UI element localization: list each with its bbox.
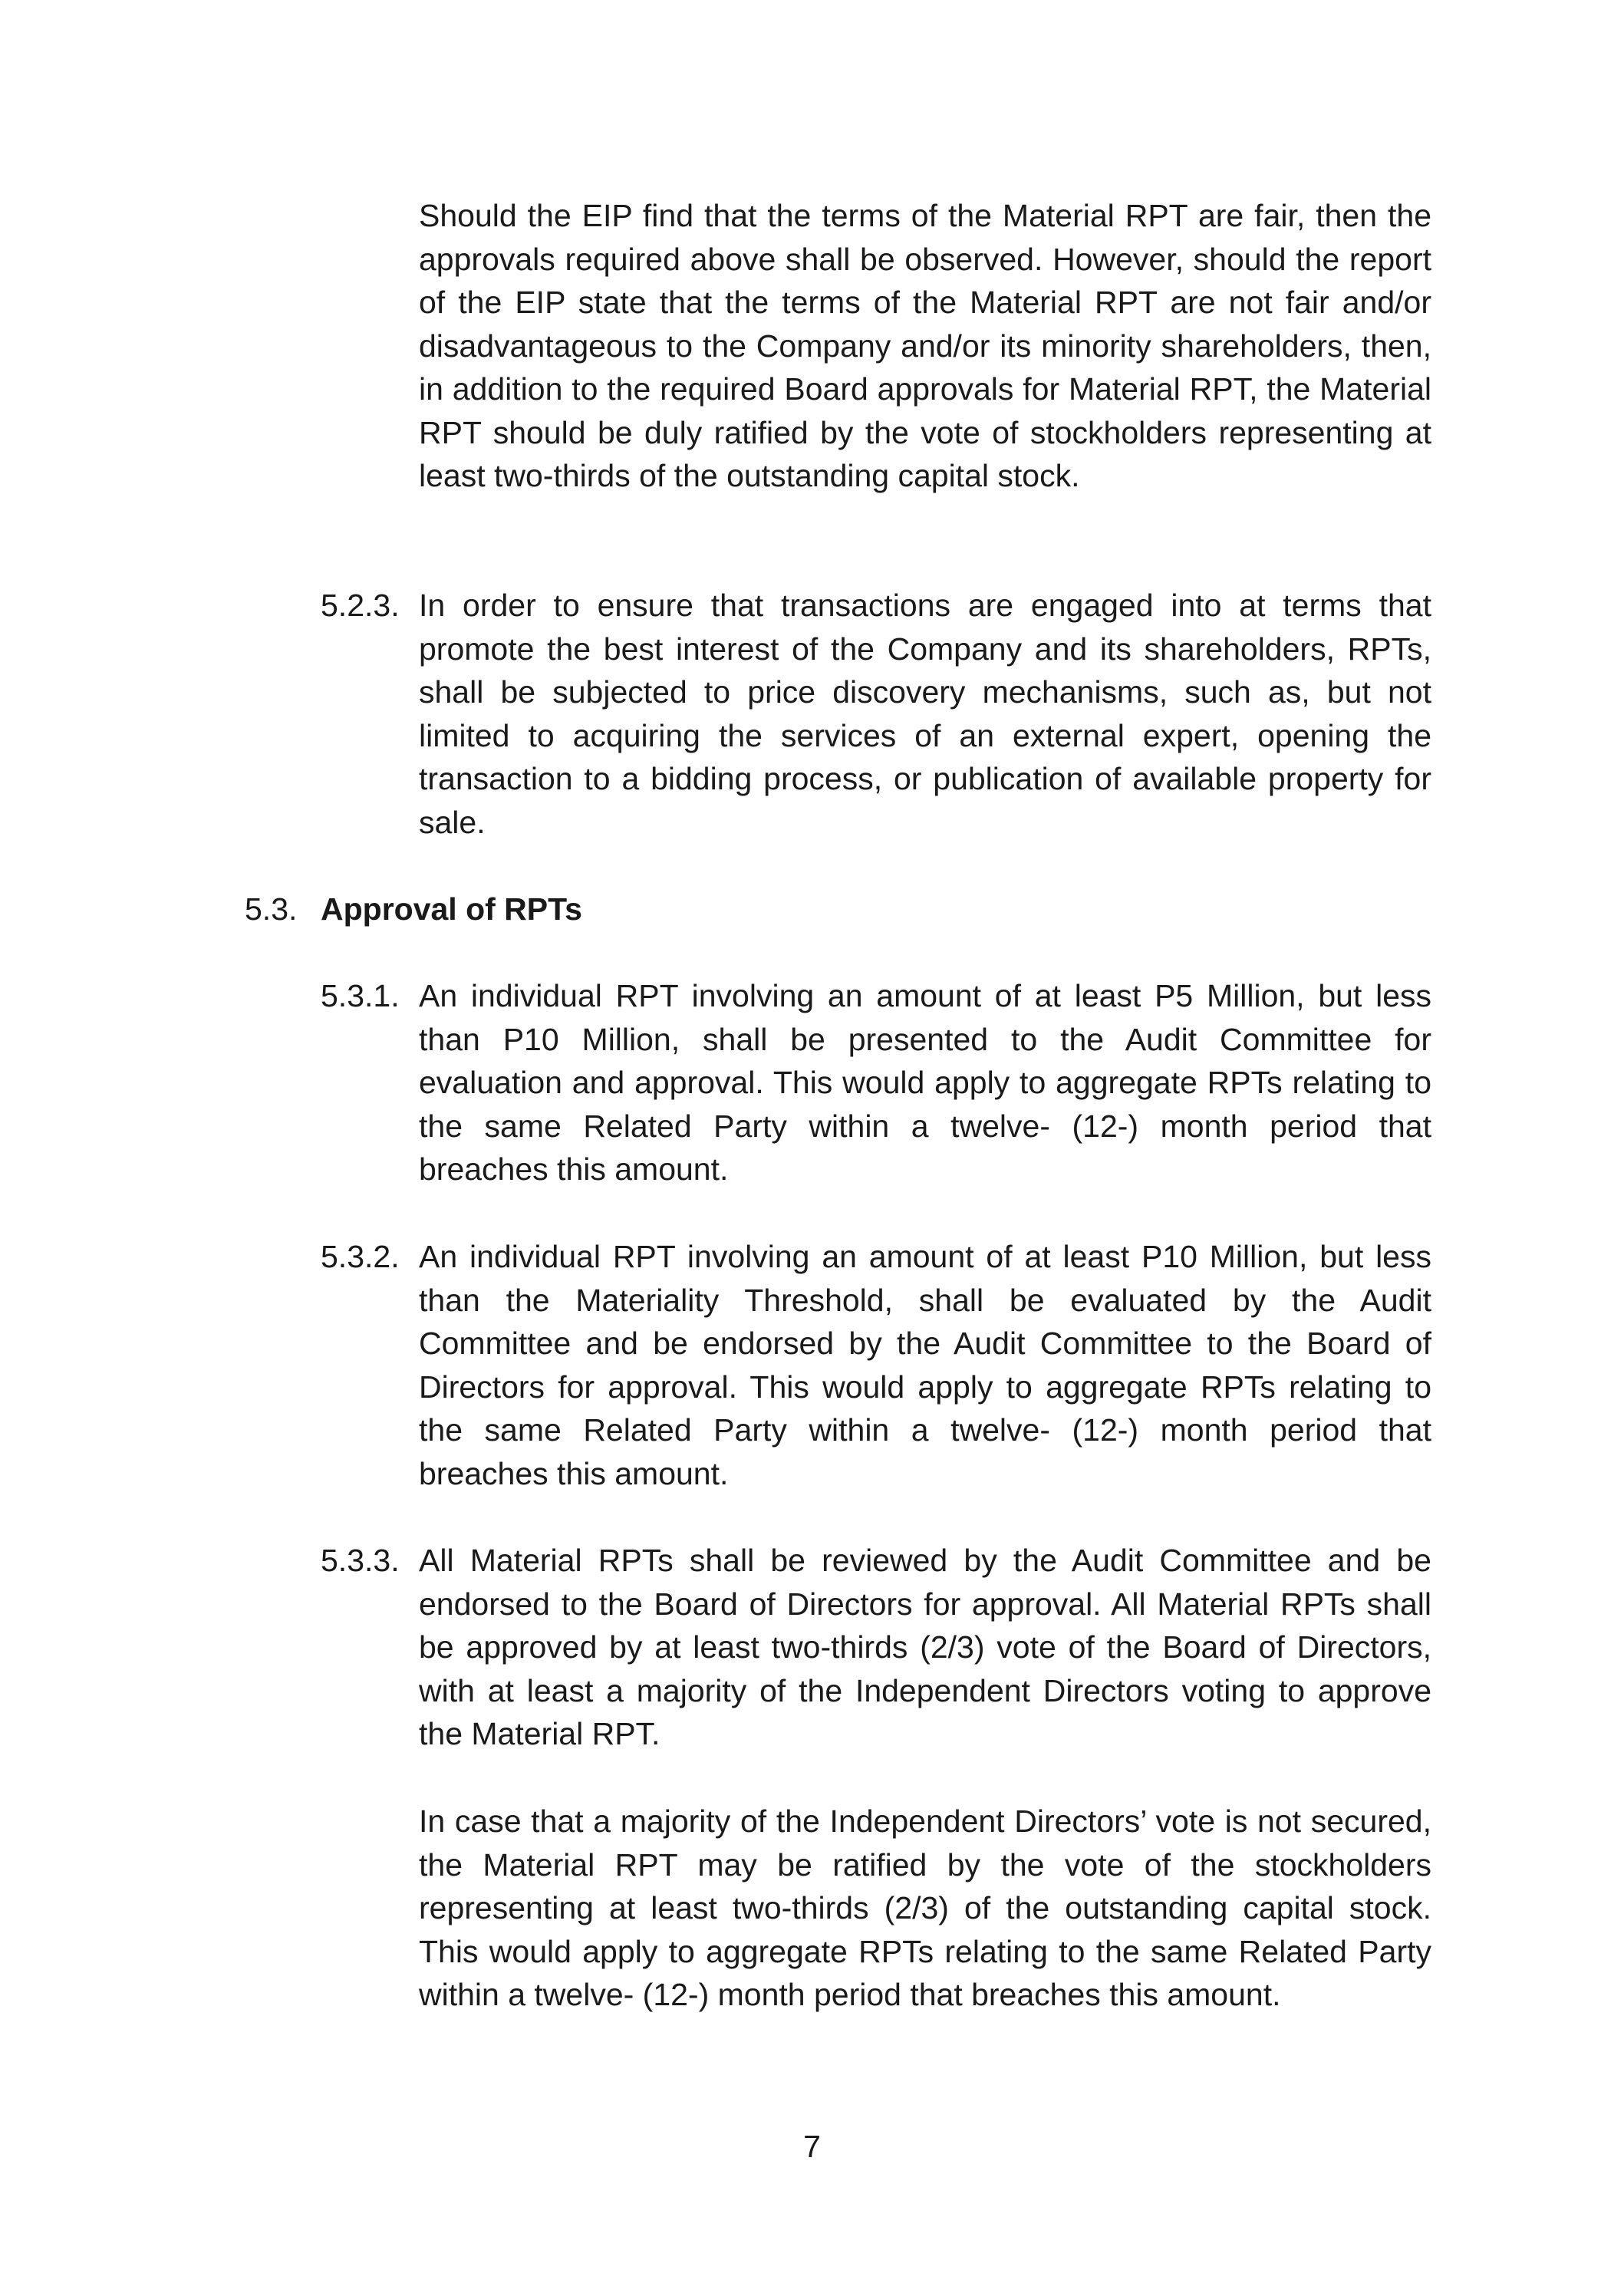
item-number-5-3-2: 5.3.2. [321, 1239, 400, 1274]
item-number-5-3-1: 5.3.1. [321, 978, 400, 1013]
item-number-5-2-3: 5.2.3. [321, 588, 400, 623]
item-number-5-3-3: 5.3.3. [321, 1543, 400, 1578]
item-text-5-2-3: In order to ensure that transactions are engaged into at terms that promote the best interest of the Company and its shareholders, RPTs, shall be subjected to price discovery mechanisms, such as, but not limited to acquiring the services of an external expert, opening the transaction to a bidding process, or publication of available property for sale. [419, 588, 1431, 840]
item-5-3-3-continuation: In case that a majority of the Independent Directors’ vote is not secured, the Material RPT may be ratified by the vote of the stockholders representing at least two-thirds (2/3) of the outstanding capital stock. This would apply to aggregate RPTs relating to the same Related Party within a twelve- (12-) month period that breaches this amount. [419, 1804, 1431, 2012]
item-text-5-3-1: An individual RPT involving an amount of at least P5 Million, but less than P10 Million, shall be presented to the Audit Committee for evaluation and approval. This would apply to aggregate RPTs relating to the same Related Party within a twelve- (12-) month period that breaches this amount. [419, 978, 1431, 1187]
item-text-5-3-2: An individual RPT involving an amount of at least P10 Million, but less than the Materiality Threshold, shall be evaluated by the Audit Committee and be endorsed by the Audit Committee to the Board of Directors for approval. This would apply to aggregate RPTs relating to the same Related Party within a twelve- (12-) month period that breaches this amount. [419, 1239, 1431, 1491]
section-number-5-3: 5.3. [245, 891, 298, 927]
intro-paragraph: Should the EIP find that the terms of the Material RPT are fair, then the approvals required above shall be observed. However, should the report of the EIP state that the terms of the Material RPT are not fair and/or disadvantageous to the Company and/or its minority shareholders, then, in addition to the required Board approvals for Material RPT, the Material RPT should be duly ratified by the vote of stockholders representing at least two-thirds of the outstanding capital stock. [419, 198, 1431, 493]
section-heading-approval-of-rpts: Approval of RPTs [321, 891, 582, 927]
page-number: 7 [803, 2129, 821, 2164]
item-text-5-3-3: All Material RPTs shall be reviewed by the Audit Committee and be endorsed to the Board of Directors for approval. All Material RPTs shall be approved by at least two-thirds (2/3) vote of the Board of Directors, with at least a majority of the Independent Directors voting to approve the Material RPT. [419, 1543, 1431, 1751]
